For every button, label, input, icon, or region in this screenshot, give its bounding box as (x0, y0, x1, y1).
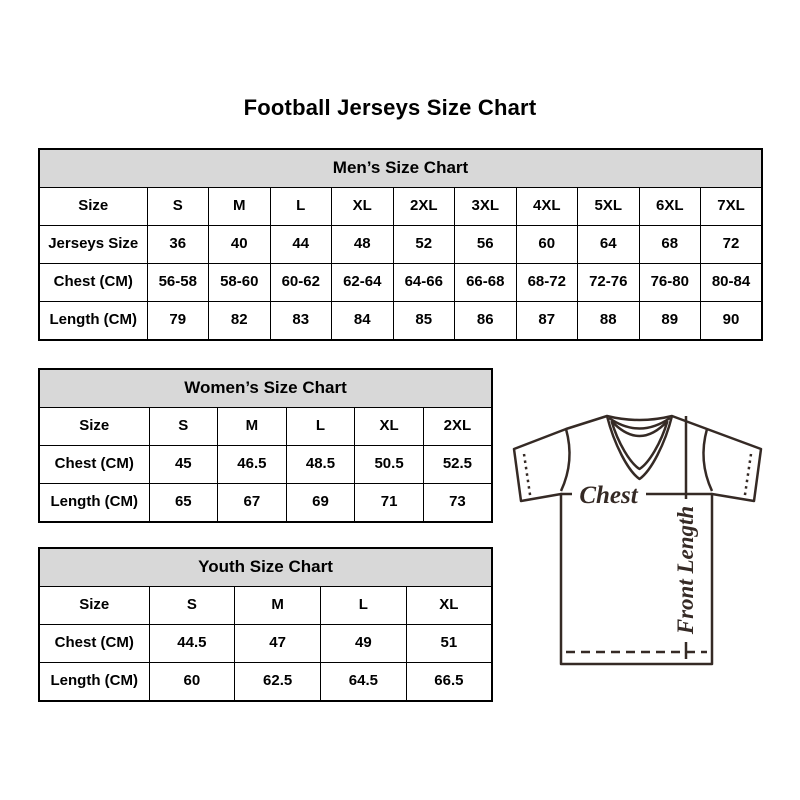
table-row (39, 264, 762, 302)
value-cell: 44.5 (149, 625, 235, 663)
value-cell: 52 (393, 226, 455, 264)
value-cell: 62-64 (332, 264, 394, 302)
table-row (39, 587, 492, 625)
value-cell: L (270, 188, 332, 226)
value-cell: 71 (355, 484, 424, 523)
table-row (39, 302, 762, 341)
value-cell: 50.5 (355, 446, 424, 484)
value-cell: 90 (701, 302, 763, 341)
value-cell: 40 (209, 226, 271, 264)
value-cell: 60-62 (270, 264, 332, 302)
value-cell: 89 (639, 302, 701, 341)
value-cell: 66-68 (455, 264, 517, 302)
value-cell: M (209, 188, 271, 226)
table-header-row (39, 369, 492, 408)
value-cell: 2XL (423, 408, 492, 446)
value-cell: 56-58 (147, 264, 209, 302)
row-label-cell: Length (CM) (39, 302, 147, 341)
jersey-diagram-icon (504, 399, 779, 679)
value-cell: S (149, 587, 235, 625)
value-cell: 73 (423, 484, 492, 523)
table-title: Youth Size Chart (39, 548, 492, 587)
value-cell: 69 (286, 484, 355, 523)
value-cell: 5XL (578, 188, 640, 226)
value-cell: 64-66 (393, 264, 455, 302)
value-cell: 48.5 (286, 446, 355, 484)
value-cell: 6XL (639, 188, 701, 226)
row-label-cell: Size (39, 408, 149, 446)
value-cell: XL (355, 408, 424, 446)
value-cell: S (147, 188, 209, 226)
value-cell: 64 (578, 226, 640, 264)
value-cell: 60 (149, 663, 235, 702)
value-cell: L (286, 408, 355, 446)
size-table (38, 547, 493, 702)
value-cell: 4XL (516, 188, 578, 226)
mens-size-chart-table (38, 148, 763, 341)
value-cell: 47 (235, 625, 321, 663)
table-row (39, 188, 762, 226)
value-cell: 80-84 (701, 264, 763, 302)
front-length-label: Front Length (673, 505, 698, 635)
value-cell: XL (406, 587, 492, 625)
value-cell: 66.5 (406, 663, 492, 702)
value-cell: 51 (406, 625, 492, 663)
value-cell: 2XL (393, 188, 455, 226)
table-row (39, 625, 492, 663)
value-cell: 83 (270, 302, 332, 341)
row-label-cell: Chest (CM) (39, 264, 147, 302)
value-cell: 86 (455, 302, 517, 341)
row-label-cell: Length (CM) (39, 663, 149, 702)
table-row (39, 446, 492, 484)
value-cell: 64.5 (321, 663, 407, 702)
value-cell: XL (332, 188, 394, 226)
row-label-cell: Jerseys Size (39, 226, 147, 264)
row-label-cell: Chest (CM) (39, 446, 149, 484)
chest-label: Chest (579, 482, 638, 509)
value-cell: 68 (639, 226, 701, 264)
value-cell: 48 (332, 226, 394, 264)
table-row (39, 484, 492, 523)
table-title: Women’s Size Chart (39, 369, 492, 408)
value-cell: 7XL (701, 188, 763, 226)
row-label-cell: Size (39, 188, 147, 226)
value-cell: 87 (516, 302, 578, 341)
page-title: Football Jerseys Size Chart (243, 95, 537, 120)
value-cell: S (149, 408, 218, 446)
row-label-cell: Chest (CM) (39, 625, 149, 663)
table-header-row (39, 149, 762, 188)
row-label-cell: Size (39, 587, 149, 625)
value-cell: 82 (209, 302, 271, 341)
womens-size-chart-table (38, 368, 493, 523)
jersey-outline-icon (514, 416, 761, 664)
table-row (39, 408, 492, 446)
value-cell: 67 (218, 484, 287, 523)
size-table (38, 368, 493, 523)
value-cell: 68-72 (516, 264, 578, 302)
value-cell: M (235, 587, 321, 625)
youth-size-chart-table (38, 547, 493, 702)
value-cell: M (218, 408, 287, 446)
value-cell: 60 (516, 226, 578, 264)
jersey-measurement-diagram (504, 399, 779, 679)
table-row (39, 226, 762, 264)
table-header-row (39, 548, 492, 587)
value-cell: 49 (321, 625, 407, 663)
value-cell: 76-80 (639, 264, 701, 302)
value-cell: 72-76 (578, 264, 640, 302)
value-cell: 45 (149, 446, 218, 484)
value-cell: 56 (455, 226, 517, 264)
value-cell: 65 (149, 484, 218, 523)
value-cell: 85 (393, 302, 455, 341)
value-cell: 58-60 (209, 264, 271, 302)
value-cell: 44 (270, 226, 332, 264)
value-cell: 72 (701, 226, 763, 264)
table-row (39, 663, 492, 702)
value-cell: 84 (332, 302, 394, 341)
value-cell: 3XL (455, 188, 517, 226)
row-label-cell: Length (CM) (39, 484, 149, 523)
value-cell: 62.5 (235, 663, 321, 702)
value-cell: 52.5 (423, 446, 492, 484)
value-cell: 46.5 (218, 446, 287, 484)
size-table (38, 148, 763, 341)
table-title: Men’s Size Chart (39, 149, 762, 188)
value-cell: 79 (147, 302, 209, 341)
value-cell: 88 (578, 302, 640, 341)
value-cell: L (321, 587, 407, 625)
value-cell: 36 (147, 226, 209, 264)
